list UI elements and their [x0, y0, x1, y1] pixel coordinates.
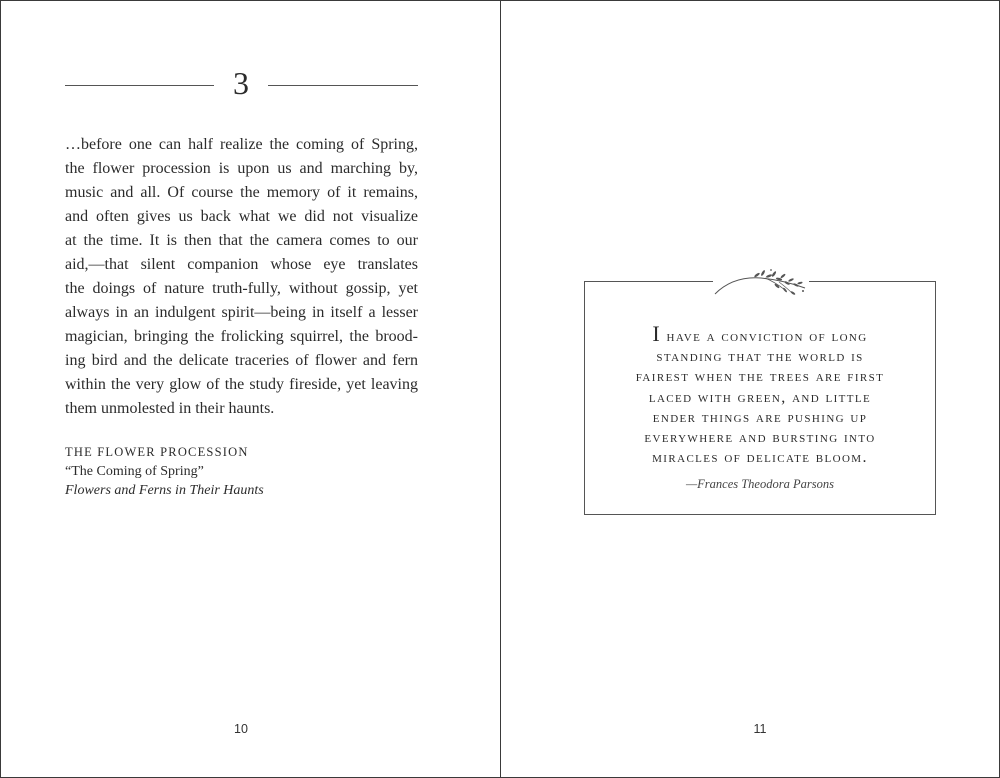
quote-attribution: —Frances Theodora Parsons: [686, 477, 834, 491]
body-line: magician, bringing the frolicking squirrel, the brood-: [65, 328, 418, 345]
quote-initial: I: [652, 321, 662, 346]
body-line: the doings of nature truth-fully, without gossip, yet: [65, 280, 418, 297]
quote-line: everywhere and bursting into: [644, 429, 876, 447]
quote-line: ender things are pushing up: [652, 408, 868, 426]
chapter-number: 3: [233, 65, 249, 101]
quote-line: fairest when the trees are first: [635, 368, 885, 386]
body-line: …before one can half realize the coming of Spring,: [65, 136, 418, 153]
chapter-rule-right: [268, 85, 418, 86]
page-number-right: 11: [753, 722, 767, 736]
body-line: the flower procession is upon us and marching by,: [65, 160, 418, 177]
page-number-left: 10: [234, 722, 248, 736]
left-page: [1, 1, 500, 777]
source-book: Flowers and Ferns in Their Haunts: [65, 483, 264, 498]
body-line: them unmolested in their haunts.: [65, 400, 275, 417]
right-page: [501, 1, 1000, 777]
body-line: ing bird and the delicate traceries of flower and fern: [65, 352, 418, 369]
leafy-sprig-ornament-icon: [713, 264, 809, 304]
body-line: always in an indulgent spirit—being in itself a lesser: [65, 304, 418, 321]
chapter-heading: [65, 63, 418, 107]
body-line: at the time. It is then that the camera comes to our: [65, 232, 418, 249]
source-citation: [65, 443, 418, 500]
source-essay: “The Coming of Spring”: [65, 464, 204, 479]
quote-line: miracles of delicate bloom.: [652, 449, 868, 467]
body-line: music and all. Of course the memory of it remains,: [65, 184, 418, 201]
source-title: THE FLOWER PROCESSION: [65, 445, 249, 459]
quote-line: standing that the world is: [656, 348, 864, 366]
quote-line-rest: have a conviction of long: [661, 328, 868, 345]
body-line: and often gives us back what we did not visualize: [65, 208, 418, 225]
quote-line: laced with green, and little: [648, 388, 872, 406]
pull-quote: [585, 321, 935, 468]
body-line: aid,—that silent companion whose eye translates: [65, 256, 418, 273]
quote-box: [584, 281, 936, 515]
chapter-rule-left: [65, 85, 214, 86]
quote-line: [585, 321, 935, 347]
body-paragraph: [65, 133, 418, 421]
body-line: within the very glow of the study fireside, yet leaving: [65, 376, 418, 393]
